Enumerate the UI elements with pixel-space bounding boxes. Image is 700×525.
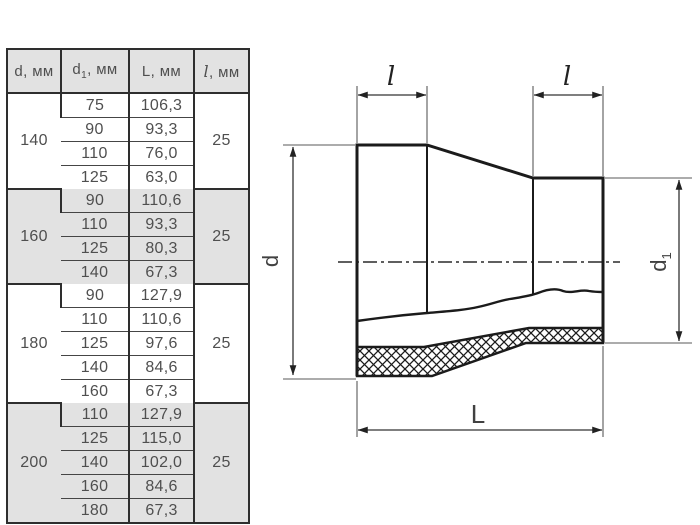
L-value-cell: 84,6 [129, 475, 194, 499]
col-header-1: $d_1$, мм [61, 49, 129, 93]
d1-value-cell: 110 [61, 308, 129, 332]
l-value-cell: 25 [194, 403, 249, 523]
L-value-cell: 115,0 [129, 427, 194, 451]
L-value-cell: 127,9 [129, 284, 194, 308]
l-value-cell: 25 [194, 284, 249, 403]
dim-label-L: L [470, 399, 486, 429]
L-value-cell: 80,3 [129, 237, 194, 261]
table-row [7, 93, 249, 118]
table-row [7, 189, 249, 213]
dim-label-d1-subscript: 1 [659, 252, 674, 260]
dim-label-l-left: l [386, 62, 396, 92]
d-value-cell: 160 [7, 189, 61, 284]
d1-value-cell: 125 [61, 237, 129, 261]
spec-table [6, 48, 250, 524]
d1-value-cell: 110 [61, 142, 129, 166]
d-value-cell: 180 [7, 284, 61, 403]
d1-value-cell: 160 [61, 475, 129, 499]
L-value-cell: 67,3 [129, 380, 194, 404]
L-value-cell: 76,0 [129, 142, 194, 166]
L-value-cell: 93,3 [129, 213, 194, 237]
L-value-cell: 67,3 [129, 499, 194, 524]
table-row [7, 403, 249, 427]
L-value-cell: 110,6 [129, 189, 194, 213]
break-line [357, 289, 603, 321]
d1-value-cell: 110 [61, 213, 129, 237]
l-value-cell: 25 [194, 93, 249, 189]
col-header-2: L, мм [129, 49, 194, 93]
d1-value-cell: 125 [61, 332, 129, 356]
col-header-0: d, мм [7, 49, 61, 93]
spec-table-header [7, 49, 249, 93]
d-value-cell: 200 [7, 403, 61, 523]
d1-value-cell: 140 [61, 356, 129, 380]
d1-value-cell: 90 [61, 118, 129, 142]
dim-label-l-right: l [562, 62, 572, 92]
L-value-cell: 84,6 [129, 356, 194, 380]
d1-value-cell: 125 [80, 168, 109, 186]
dim-label-d1: $d_1$ [646, 252, 674, 272]
L-value-cell: 127,9 [129, 403, 194, 427]
L-value-cell: 110,6 [129, 308, 194, 332]
L-value-cell: 97,6 [129, 332, 194, 356]
d1-value-cell: 90 [61, 189, 129, 213]
L-value-cell: 93,3 [129, 118, 194, 142]
d1-value-cell: 90 [61, 284, 129, 308]
L-value-cell: 67,3 [129, 261, 194, 285]
L-value-cell: 102,0 [129, 451, 194, 475]
wall-section-crosshatch [357, 328, 603, 376]
L-value-cell: 106,3 [129, 93, 194, 118]
dim-label-d: d [258, 254, 283, 268]
d1-value-cell: 160 [80, 382, 109, 400]
d1-value-cell: 140 [61, 261, 129, 285]
d1-value-cell: 180 [61, 499, 129, 524]
l-value-cell: 25 [194, 189, 249, 284]
d1-value-cell: 140 [61, 451, 129, 475]
L-value-cell: 63,0 [129, 166, 194, 190]
d1-value-cell: 110 [61, 403, 129, 427]
d1-value-cell: 125 [61, 427, 129, 451]
d1-value-cell: 75 [61, 93, 129, 118]
d-value-cell: 140 [7, 93, 61, 189]
table-row [7, 284, 249, 308]
col-header-3: l, мм [194, 49, 249, 93]
